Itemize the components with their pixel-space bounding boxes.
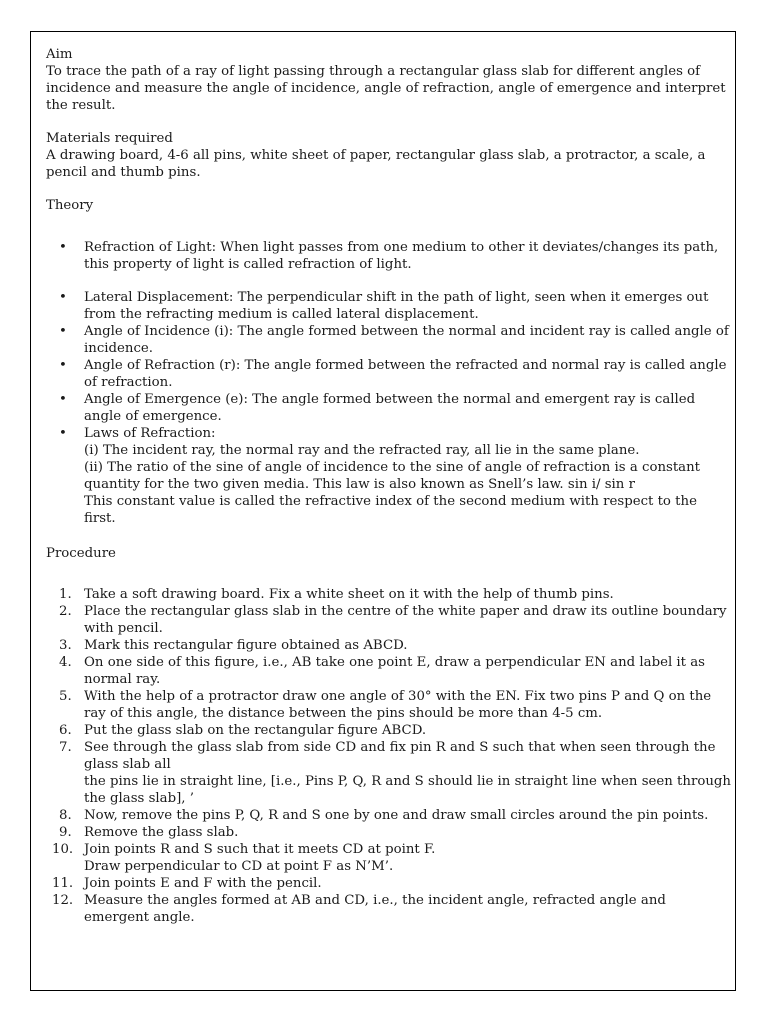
step-number: 8.: [59, 808, 72, 823]
step-number: 5.: [59, 689, 72, 704]
list-item: [46, 603, 731, 637]
list-item: [46, 824, 731, 841]
law-line: (i) The incident ray, the normal ray and the refracted ray, all lie in the same plane.: [84, 443, 640, 458]
step-number: 11.: [52, 876, 74, 891]
step-text: Join points R and S such that it meets CD at point F.: [84, 842, 436, 857]
theory-text: The angle formed between the normal and incident ray is called angle of incidence.: [84, 324, 729, 356]
aim-text: To trace the path of a ray of light passing through a rectangular glass slab for different angles of incidence and measure the angle of incidence, angle of refraction, angle of emergence and interpret the result.: [46, 64, 726, 113]
list-item: [46, 875, 731, 892]
step-number: 10.: [52, 842, 74, 857]
document-page: [30, 31, 736, 991]
step-number: 3.: [59, 638, 72, 653]
bullet-icon: •: [59, 240, 67, 255]
bullet-icon: •: [59, 392, 67, 407]
bullet-icon: •: [59, 290, 67, 305]
step-number: 1.: [59, 587, 72, 602]
list-item: [46, 688, 731, 722]
step-number: 12.: [52, 893, 74, 908]
list-item: [46, 586, 731, 603]
theory-term: Angle of Emergence (e):: [84, 392, 248, 407]
theory-heading: Theory: [46, 198, 94, 213]
list-item: [46, 892, 731, 926]
list-item: [46, 654, 731, 688]
procedure-heading: Procedure: [46, 546, 116, 561]
list-item: [46, 239, 731, 273]
law-line: (ii) The ratio of the sine of angle of incidence to the sine of angle of refraction is a constant quantity for the two given media. This law is also known as Snell’s law. sin i/ sin r: [84, 460, 701, 492]
bullet-icon: •: [59, 426, 67, 441]
bullet-icon: •: [59, 358, 67, 373]
list-item: [46, 357, 731, 391]
theory-term: Angle of Refraction (r):: [84, 358, 241, 373]
document-content: [46, 46, 731, 926]
step-text: Put the glass slab on the rectangular figure ABCD.: [84, 723, 427, 738]
list-item: [46, 289, 731, 323]
aim-heading: Aim: [46, 47, 73, 62]
list-item: [46, 739, 731, 807]
theory-text: The perpendicular shift in the path of light, seen when it emerges out from the refracting medium is called lateral displacement.: [84, 290, 709, 322]
theory-text: When light passes from one medium to other it deviates/changes its path, this property of light is called refraction of light.: [84, 240, 719, 272]
theory-text: The angle formed between the refracted and normal ray is called angle of refraction.: [84, 358, 727, 390]
bullet-icon: •: [59, 324, 67, 339]
step-text: With the help of a protractor draw one angle of 30° with the EN. Fix two pins P and Q on the ray of this angle, the distance between the pins should be more than 4-5 cm.: [84, 689, 712, 721]
step-text: Mark this rectangular figure obtained as ABCD.: [84, 638, 408, 653]
step-text: Remove the glass slab.: [84, 825, 239, 840]
step-number: 9.: [59, 825, 72, 840]
step-number: 6.: [59, 723, 72, 738]
theory-term: Angle of Incidence (i):: [84, 324, 234, 339]
step-text: Join points E and F with the pencil.: [84, 876, 322, 891]
list-item: [46, 637, 731, 654]
step-number: 2.: [59, 604, 72, 619]
theory-text: The angle formed between the normal and emergent ray is called angle of emergence.: [84, 392, 696, 424]
materials-heading: Materials required: [46, 131, 173, 146]
step-text: See through the glass slab from side CD and fix pin R and S such that when seen through the glass slab all: [84, 740, 716, 772]
step-text: Take a soft drawing board. Fix a white sheet on it with the help of thumb pins.: [84, 587, 614, 602]
theory-list: [46, 239, 731, 527]
materials-text: A drawing board, 4-6 all pins, white sheet of paper, rectangular glass slab, a protractor, a scale, a pencil and thumb pins.: [46, 148, 706, 180]
list-item: [46, 807, 731, 824]
list-item: [46, 722, 731, 739]
step-text: Now, remove the pins P, Q, R and S one by one and draw small circles around the pin points.: [84, 808, 709, 823]
step-number: 7.: [59, 740, 72, 755]
step-text: Measure the angles formed at AB and CD, i.e., the incident angle, refracted angle and emergent angle.: [84, 893, 666, 925]
step-text: Draw perpendicular to CD at point F as N’M’.: [84, 859, 394, 874]
step-text: Place the rectangular glass slab in the centre of the white paper and draw its outline boundary with pencil.: [84, 604, 727, 636]
list-item: [46, 841, 731, 875]
step-text: On one side of this figure, i.e., AB take one point E, draw a perpendicular EN and label it as normal ray.: [84, 655, 705, 687]
list-item: [46, 391, 731, 425]
list-item: [46, 425, 731, 527]
list-item: [46, 323, 731, 357]
law-line: This constant value is called the refractive index of the second medium with respect to the first.: [84, 494, 697, 526]
theory-term: Lateral Displacement:: [84, 290, 234, 305]
theory-term: Refraction of Light:: [84, 240, 217, 255]
step-text: the pins lie in straight line, [i.e., Pins P, Q, R and S should lie in straight line when seen through the glass slab], ’: [84, 774, 731, 806]
step-number: 4.: [59, 655, 72, 670]
theory-term: Laws of Refraction:: [84, 426, 216, 441]
procedure-list: [46, 586, 731, 926]
